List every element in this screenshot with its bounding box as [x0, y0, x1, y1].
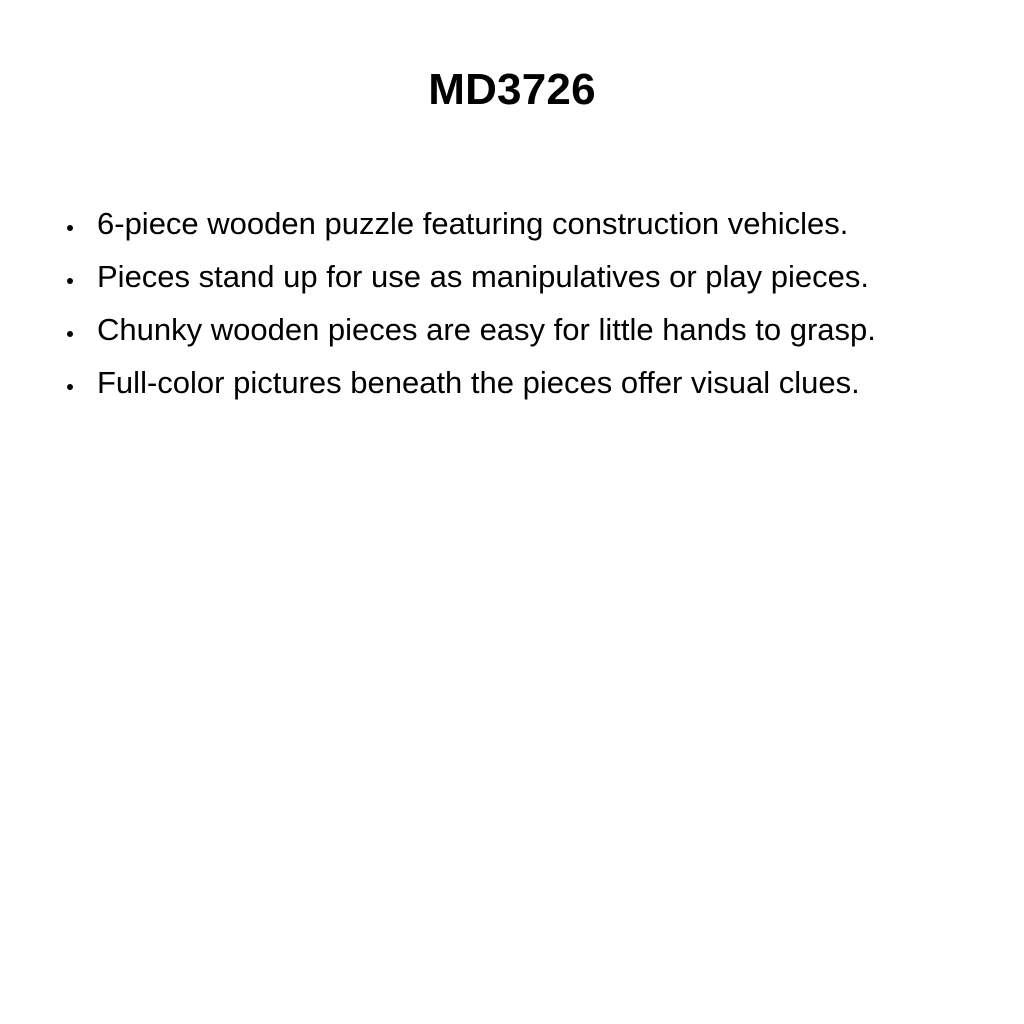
- bullet-icon: [67, 331, 73, 337]
- feature-text: 6-piece wooden puzzle featuring construction vehicles.: [97, 206, 849, 241]
- list-item: [0, 304, 1024, 357]
- feature-text: Chunky wooden pieces are easy for little hands to grasp.: [97, 312, 876, 347]
- list-item: [0, 198, 1024, 251]
- feature-list: [0, 198, 1024, 410]
- page-title: MD3726: [428, 65, 596, 114]
- feature-text: Full-color pictures beneath the pieces offer visual clues.: [97, 365, 860, 400]
- bullet-icon: [67, 225, 73, 231]
- bullet-icon: [67, 384, 73, 390]
- list-item: [0, 251, 1024, 304]
- list-item: [0, 357, 1024, 410]
- bullet-icon: [67, 278, 73, 284]
- feature-text: Pieces stand up for use as manipulatives or play pieces.: [97, 259, 869, 294]
